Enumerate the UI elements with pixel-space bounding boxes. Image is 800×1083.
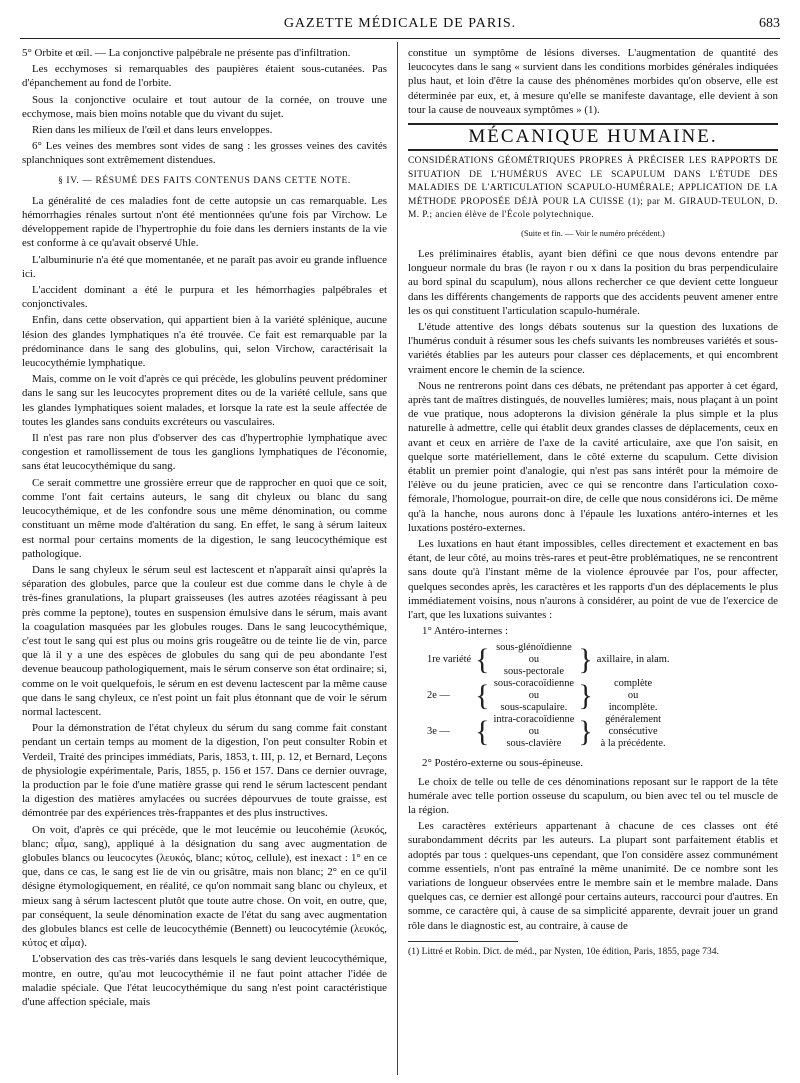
paragraph: Les ecchymoses si remarquables des paupières étaient sous-cutanées. Pas d'épanchement au fond de l'orbite. [22,63,387,90]
left-column [22,46,387,1075]
paragraph: L'albuminurie n'a été que momentanée, et ne paraît pas avoir eu grande influence ici. [22,253,387,280]
footnote-divider [408,941,518,942]
paragraph: Enfin, dans cette observation, qui appartient bien à la variété splénique, aucune lésion des glandes lymphatiques n'a été trouvée. Ce fait est remarquable par la prédominance dans le sang des globulins, qui, selon Virchow, caractérisait la leucocythémie lymphatique. [22,314,387,370]
brace-icon: } [578,643,593,677]
paragraph: Le choix de telle ou telle de ces dénominations reposant sur le rapport de la tête humérale avec telle portion osseuse du scapulum, ou bien avec tel ou tel muscle de la région. [408,775,778,817]
continuation-note: (Suite et fin. — Voir le numéro précédent.) [521,228,665,238]
column-divider [397,42,398,1075]
paragraph: Nous ne rentrerons point dans ces débats, ne prétendant pas apporter à cet égard, après tant de maîtres distingués, de nouvelles lumières; mais, nous plaçant à un point de vue pratique, nous adopterons la division générale la plus simple et la plus naturelle à admettre, celle qui établit deux grandes classes de déplacements, ceux en avant et ceux en arrière de l'axe de la cavité articulaire, axe que l'on saisit, en quelque sorte matériellement, dans le côté externe du scapulum. Cette division établit un premier point d'analogie, qui n'est pas sans intérêt pour la mémoire de l'élève ou du jeune praticien, avec ce qui se rencontre dans l'articulation coxo-fémorale, l'homologue, pourrait-on dire, de celle que nous considérons ici. De même qu'à la hanche, nous aurons donc à l'épaule les luxations antéro-internes et les luxations postéro-externes. [408,379,778,534]
paragraph: Les préliminaires établis, ayant bien défini ce que nous devons entendre par longueur normale du bras (le rayon r ou x dans la position du bras perpendiculaire au bord spinal du scapulum), nous allons rechercher ce que devient cette longueur dans les différents changements de rapports que des accidents peuvent amener entre les os qui constituent l'articulation scapulo-humérale. [408,247,778,317]
variety-name: ou [528,726,540,738]
paragraph: Rien dans les milieux de l'œil et dans leurs enveloppes. [32,124,273,137]
list-heading: 1° Antéro-internes : [422,625,509,638]
list-item: 2° Postéro-externe ou sous-épineuse. [422,757,584,770]
paragraph: constitue un symptôme de lésions diverses. L'augmentation de quantité des leucocytes dans le sang « survient dans les conditions morbides générales indiquées plus haut, et loin d'être la cause des phénomènes morbides qu'on observe, elle est déterminée par eux, et, à mesure qu'elle se manifeste davantage, elle devient à son tour la cause de nouveaux symptômes » (1). [408,47,778,116]
brace-icon: { [475,715,490,749]
variety-note: généralement [605,714,662,726]
classification-row [424,714,672,750]
brace-icon: } [578,679,593,713]
variety-note: consécutive [608,726,658,738]
paragraph: Pour la démonstration de l'état chyleux du sérum du sang comme fait constant pendant un certain temps au moment de la digestion, l'on peut consulter Robin et Verdeil, Traité des principes immédiats, Paris, 1853, t. III, p. 12, et Bernard, Leçons de physiologie expérimentale, Paris, 1855, p. 156 et 157. Dans ce dernier ouvrage, la production par le foie d'une matière grasse qui rend le sérum lactescent pendant la digestion des matières amylacées ou sucrées dépourvues de toute graisse, est démontrée par des expériences très-frappantes et des plus instructives. [22,722,387,820]
paragraph: Sous la conjonctive oculaire et tout autour de la cornée, on trouve une ecchymose, mais bien moins notable que du vivant du sujet. [22,93,387,120]
variety-name: sous-pectorale [503,666,564,678]
luxation-classification [424,642,672,750]
variety-name: sous-coracoïdienne [493,678,575,690]
variety-name: sous-clavière [506,738,562,750]
paragraph: Les caractères extérieurs appartenant à chacune de ces classes ont été surabondamment décrits par les auteurs. La plupart sont parfaitement établis et adoptés par tous : quelques-uns cependant, que l'on considère assez communément comme essentiels, n'ont pas entraîné la même unanimité. De ce nombre sont les variations de longueur observées entre le membre sain et le membre malade. Dans quelques cas, ce dernier est allongé pour certains auteurs, raccourci pour d'autres. En somme, ce caractère qui, à cause de sa simplicité apparente, devrait jouer un grand rôle dans le diagnostic est, au contraire, à cause de [408,820,778,932]
article-title: CONSIDÉRATIONS GÉOMÉTRIQUES PROPRES À PRÉCISER LES RAPPORTS DE SITUATION DE L'HUMÉRUS AVEC LE SCAPULUM DANS L'ÉTUDE DES MALADIES DE L'ARTICULATION SCAPULO-HUMÉRALE; APPLICATION DE LA MÉTHODE PROPOSÉE DÉJÀ POUR LA CUISSE (1); par M. GIRAUD-TEULON, D. M. P.; ancien élève de l'École polytechnique. [408,156,778,221]
paragraph: Il n'est pas rare non plus d'observer des cas d'hypertrophie lymphatique avec congestion et ramollissement de tous les ganglions lymphatiques de l'économie, sans état leucocythémique du sang. [22,432,387,473]
paragraph: Les luxations en haut étant impossibles, celles directement et exactement en bas étant, de leur côté, au moins très-rares et peut-être problématiques, ne se rencontrent sans doute qu'à l'instant même de la violence éprouvée par l'os, pour affecter, quelques secondes après, les caractères et les rapports d'un des déplacements le plus immédiatement voisins, nous n'aurons à considérer, au point de vue de l'exercice de l'art, que les luxations suivantes : [408,537,778,621]
brace-icon: } [578,715,593,749]
variety-name: sous-glénoïdienne [496,642,572,654]
variety-name: sous-scapulaire. [500,702,568,714]
page-header [20,12,780,39]
paragraph: La généralité de ces maladies font de cette autopsie un cas remarquable. Les hémorrhagies rénales surtout n'ont été mentionnées qu'une fois par Virchow. Le développement rapide de l'hypertrophie du foie dans les derniers instants de la vie est conforme à ce qu'avait observé Uhle. [22,194,387,250]
journal-title: GAZETTE MÉDICALE DE PARIS. [283,16,517,31]
variety-label: 3e — [427,726,450,738]
variety-label: 1re variété [427,654,472,666]
variety-note: complète [614,678,653,690]
variety-note: incomplète. [608,702,658,714]
classification-row [424,642,672,678]
paragraph: Ce serait commettre une grossière erreur que de rapprocher en quoi que ce soit, comme l'ont fait certains auteurs, le sang dit chyleux ou blanc du sang leucocythémique, et de les confondre sous une même dénomination, ou comme constituant un même mode d'altération du sang. En effet, le sang à sérum laiteux est normal pour certains moments de la digestion, le sang leucocythémique est pathologique. [22,476,387,560]
paragraph: 6° Les veines des membres sont vides de sang : les grosses veines des cavités splanchniques sont extrêmement distendues. [22,140,387,167]
paragraph: 5° Orbite et œil. — La conjonctive palpébrale ne présente pas d'infiltration. [22,47,351,59]
paragraph: L'observation des cas très-variés dans lesquels le sang devient leucocythémique, montre, en outre, qu'au mot leucocythémie il ne faut point attacher l'idée de maladie spéciale. Que l'état leucocythémique du sang n'est point caractéristique d'une affection spéciale, mais [22,953,387,1008]
right-column [408,46,778,1075]
variety-name: intra-coracoïdienne [493,714,575,726]
paragraph: L'étude attentive des longs débats soutenus sur la question des luxations de l'humérus conduit à résumer sous les chefs suivants les nombreuses variétés et sous-variétés établies par les auteurs pour classer ces déplacements, et qui encombrent vraiment encore le chemin de la science. [408,320,778,376]
variety-name: ou [528,654,540,666]
section-title: MÉCANIQUE HUMAINE. [408,123,778,151]
paragraph: Mais, comme on le voit d'après ce qui précède, les globulins peuvent prédominer dans le sang sur les leucocytes proprement dites ou de la variété cellule, sans que les glandes lymphatiques soient malades, et lorsque la rate est la seule affectée de toutes les glandes sans conduits excréteurs ou vasculaires. [22,373,387,428]
paragraph: Dans le sang chyleux le sérum seul est lactescent et n'apparaît ainsi qu'après la séparation des globules, parce que la couleur est due comme dans le chyle à de très-fines granulations, la plupart graisseuses (les autres azotées réagissant à peu près comme la peptone), toutes en suspension émulsive dans le sérum, mais avant la coagulation masquées par les globules rouges. Dans le sang leucocythémique, c'est tout le sang qui est plus ou moins gris rougeâtre ou de teinte lie de vin, parce que là il y a une des espèces de globules du sang qui de peu abondante l'est devenue beaucoup pathologiquement, mais le sérum conserve son état ordinaire; si, comme on le voit quelquefois, le sérum en est devenu lactescent par la même cause que dans le sang chyleux, ce n'est point un fait plus étonnant que de voir le sérum normal lactescent. [22,563,387,718]
classification-row [424,678,672,714]
variety-label: 2e — [427,690,450,702]
paragraph: On voit, d'après ce qui précède, que le mot leucémie ou leucohémie (λευκός, blanc; αἷμα, sang), appliqué à la désignation du sang avec augmentation de globules blancs ou leucocytes (λευκός, blanc; κύτος, cellule), est inexact : 1° en ce que, dans ce cas, le sang est lie de vin ou grisâtre, mais non blanc; 2° en ce qu'il désigne étymologiquement, en réalité, ce qu'on nommait sang blanc ou chyleux, et mieux sang à sérum lactescent plutôt que toute autre chose. On voit, en outre, que, par conséquent, la seule dénomination exacte de l'état du sang avec augmentation des globules blancs est celle de leucocythémie (Bennett) ou leucocytémie (λευκός, κύτος et αἷμα). [22,823,387,950]
variety-name: ou [528,690,540,702]
brace-icon: { [475,679,490,713]
page-number: 683 [759,16,780,31]
brace-icon: { [475,643,490,677]
variety-note: ou [627,690,639,702]
variety-note: à la précédente. [600,738,666,750]
variety-note: axillaire, in alam. [596,654,670,666]
section-heading: § IV. — RÉSUMÉ DES FAITS CONTENUS DANS CETTE NOTE. [58,175,351,186]
footnote: (1) Littré et Robin. Dict. de méd., par Nysten, 10e édition, Paris, 1855, page 734. [408,945,719,957]
paragraph: L'accident dominant a été le purpura et les hémorrhagies palpébrales et conjonctivales. [22,284,387,311]
